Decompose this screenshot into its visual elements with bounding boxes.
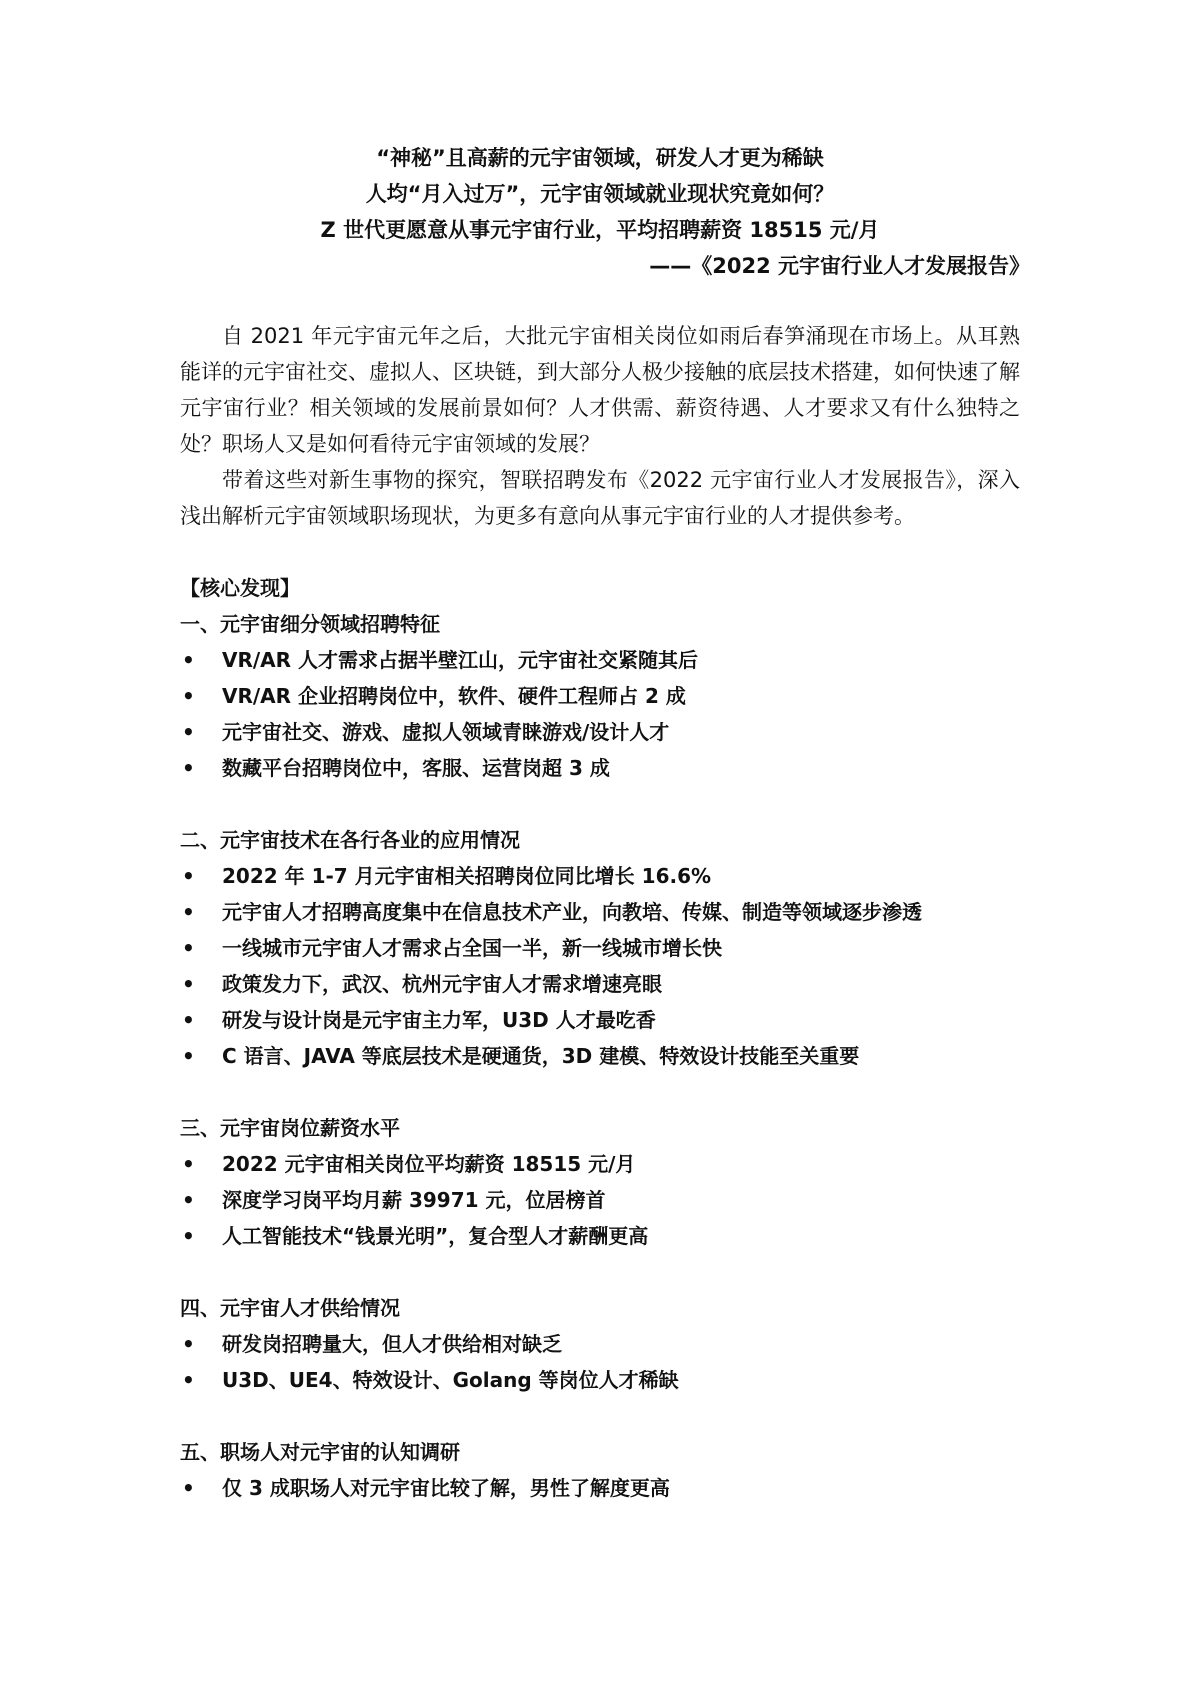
- bullet-icon: •: [182, 1152, 195, 1176]
- bullet-text: 数藏平台招聘岗位中，客服、运营岗超 3 成: [222, 756, 610, 780]
- bullet-text: VR/AR 人才需求占据半壁江山，元宇宙社交紧随其后: [222, 648, 699, 672]
- findings-section: [180, 1110, 1020, 1254]
- bullet-icon: •: [182, 864, 195, 888]
- bullet-item: [180, 1038, 1020, 1074]
- intro-paragraph: 带着这些对新生事物的探究，智联招聘发布《2022 元宇宙行业人才发展报告》，深入浅出解析元宇宙领域职场现状，为更多有意向从事元宇宙行业的人才提供参考。: [180, 468, 1020, 528]
- bullet-item: [180, 1182, 1020, 1218]
- bullet-icon: •: [182, 756, 195, 780]
- bullet-item: [180, 750, 1020, 786]
- findings-section: [180, 606, 1020, 786]
- bullet-icon: •: [182, 1368, 195, 1392]
- section-heading: 二、元宇宙技术在各行各业的应用情况: [180, 828, 520, 852]
- bullet-list: [180, 1470, 1020, 1506]
- bullet-list: [180, 1326, 1020, 1398]
- bullet-icon: •: [182, 900, 195, 924]
- bullet-text: 2022 元宇宙相关岗位平均薪资 18515 元/月: [222, 1152, 636, 1176]
- bullet-icon: •: [182, 1008, 195, 1032]
- document-page: [180, 140, 1030, 1542]
- bullet-text: 研发与设计岗是元宇宙主力军，U3D 人才最吃香: [222, 1008, 656, 1032]
- core-findings-title: 【核心发现】: [180, 576, 300, 600]
- bullet-text: 研发岗招聘量大，但人才供给相对缺乏: [222, 1332, 562, 1356]
- bullet-icon: •: [182, 1224, 195, 1248]
- bullet-item: [180, 642, 1020, 678]
- bullet-icon: •: [182, 1476, 195, 1500]
- title-line: “神秘”且高薪的元宇宙领域，研发人才更为稀缺: [376, 146, 824, 170]
- findings-section: [180, 1290, 1020, 1398]
- bullet-text: U3D、UE4、特效设计、Golang 等岗位人才稀缺: [222, 1368, 679, 1392]
- section-heading: 一、元宇宙细分领域招聘特征: [180, 612, 440, 636]
- bullet-item: [180, 1146, 1020, 1182]
- bullet-text: 政策发力下，武汉、杭州元宇宙人才需求增速亮眼: [222, 972, 662, 996]
- bullet-text: 元宇宙人才招聘高度集中在信息技术产业，向教培、传媒、制造等领域逐步渗透: [222, 900, 922, 924]
- report-source: ——《2022 元宇宙行业人才发展报告》: [649, 254, 1030, 278]
- bullet-text: 元宇宙社交、游戏、虚拟人领域青睐游戏/设计人才: [222, 720, 670, 744]
- bullet-icon: •: [182, 972, 195, 996]
- report-title-block: [180, 140, 1030, 284]
- bullet-icon: •: [182, 1332, 195, 1356]
- title-line: Z 世代更愿意从事元宇宙行业，平均招聘薪资 18515 元/月: [320, 218, 880, 242]
- bullet-text: 仅 3 成职场人对元宇宙比较了解，男性了解度更高: [222, 1476, 670, 1500]
- bullet-icon: •: [182, 936, 195, 960]
- bullet-text: 人工智能技术“钱景光明”，复合型人才薪酬更高: [222, 1224, 649, 1248]
- bullet-icon: •: [182, 720, 195, 744]
- bullet-item: [180, 894, 1020, 930]
- bullet-item: [180, 930, 1020, 966]
- bullet-text: 一线城市元宇宙人才需求占全国一半，新一线城市增长快: [222, 936, 722, 960]
- bullet-item: [180, 858, 1020, 894]
- bullet-item: [180, 1362, 1020, 1398]
- bullet-item: [180, 678, 1020, 714]
- bullet-list: [180, 1146, 1020, 1254]
- bullet-text: C 语言、JAVA 等底层技术是硬通货，3D 建模、特效设计技能至关重要: [222, 1044, 860, 1068]
- bullet-icon: •: [182, 1044, 195, 1068]
- findings-section: [180, 822, 1020, 1074]
- title-line: 人均“月入过万”，元宇宙领域就业现状究竟如何？: [365, 182, 835, 206]
- bullet-list: [180, 642, 1020, 786]
- intro-section: [180, 318, 1020, 534]
- bullet-icon: •: [182, 1188, 195, 1212]
- section-heading: 五、职场人对元宇宙的认知调研: [180, 1440, 460, 1464]
- section-heading: 四、元宇宙人才供给情况: [180, 1296, 400, 1320]
- bullet-list: [180, 858, 1020, 1074]
- bullet-item: [180, 1218, 1020, 1254]
- findings-section: [180, 1434, 1020, 1506]
- intro-paragraph: 自 2021 年元宇宙元年之后，大批元宇宙相关岗位如雨后春笋涌现在市场上。从耳熟能详的元宇宙社交、虚拟人、区块链，到大部分人极少接触的底层技术搭建，如何快速了解元宇宙行业？相关领域的发展前景如何？人才供需、薪资待遇、人才要求又有什么独特之处？职场人又是如何看待元宇宙领域的发展？: [180, 324, 1020, 456]
- bullet-item: [180, 1326, 1020, 1362]
- section-heading: 三、元宇宙岗位薪资水平: [180, 1116, 400, 1140]
- bullet-text: 深度学习岗平均月薪 39971 元，位居榜首: [222, 1188, 606, 1212]
- bullet-item: [180, 1470, 1020, 1506]
- bullet-icon: •: [182, 684, 195, 708]
- bullet-item: [180, 714, 1020, 750]
- bullet-text: 2022 年 1-7 月元宇宙相关招聘岗位同比增长 16.6%: [222, 864, 712, 888]
- bullet-text: VR/AR 企业招聘岗位中，软件、硬件工程师占 2 成: [222, 684, 686, 708]
- bullet-item: [180, 966, 1020, 1002]
- bullet-icon: •: [182, 648, 195, 672]
- bullet-item: [180, 1002, 1020, 1038]
